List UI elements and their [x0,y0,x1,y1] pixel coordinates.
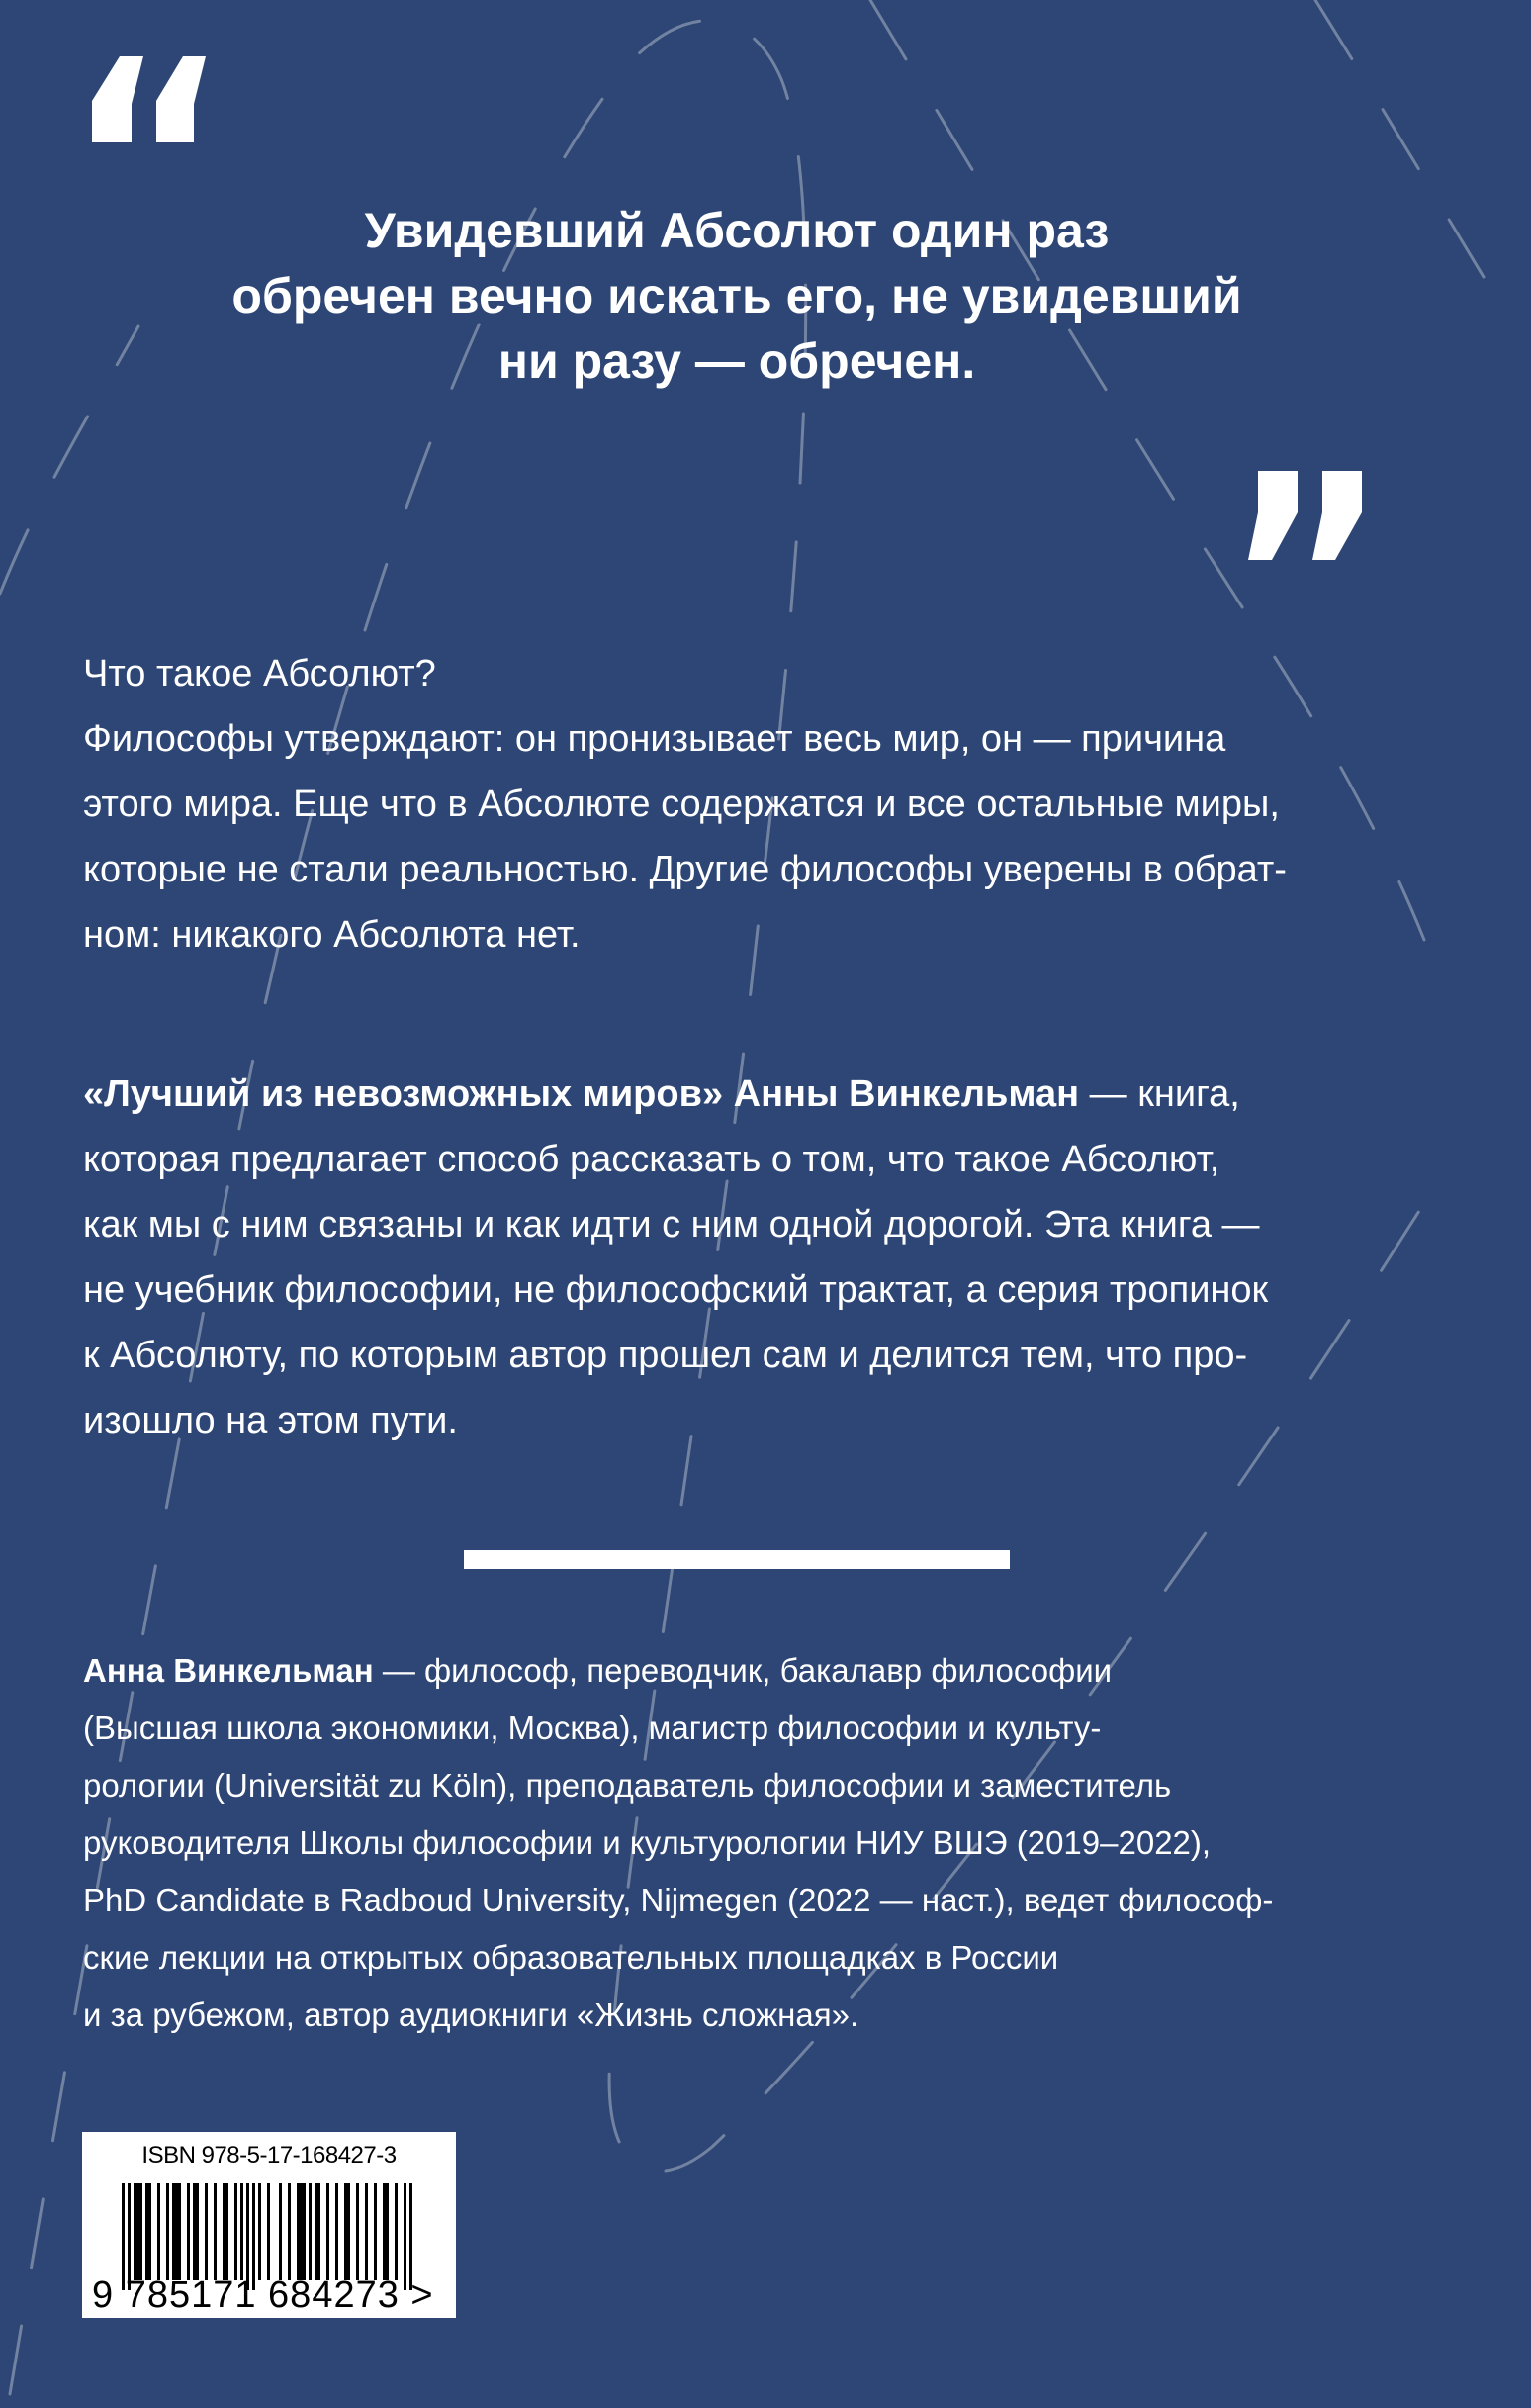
section-what-is-absolute [83,641,1448,968]
book-title: «Лучший из невозможных миров» Анны Винкельман [83,1073,1080,1115]
epigraph-quote [148,198,1325,394]
bio-line: и за рубежом, автор аудиокниги «Жизнь сложная». [83,1996,859,2033]
bio-text: — философ, переводчик, бакалавр философии [373,1652,1113,1689]
bio-line: (Высшая школа экономики, Москва), магистр философии и культу- [83,1710,1102,1746]
bio-line: рологии (Universität zu Köln), преподаватель философии и заместитель [83,1767,1172,1804]
quote-close-icon [1248,471,1367,560]
author-bio [83,1642,1448,2044]
paragraph-line: этого мира. Еще что в Абсолюте содержатся и все остальные миры, [83,784,1280,825]
divider-bar [464,1550,1010,1569]
section-book-description [83,1062,1448,1453]
epigraph-line: обречен вечно искать его, не увидевший [231,268,1242,324]
paragraph-line: изошло на этом пути. [83,1400,458,1441]
paragraph-line: как мы с ним связаны и как идти с ним одной дорогой. Эта книга — [83,1204,1260,1246]
bio-line: руководителя Школы философии и культурологии НИУ ВШЭ (2019–2022), [83,1824,1212,1861]
epigraph-line: ни разу — обречен. [497,333,976,389]
author-name: Анна Винкельман [83,1652,374,1689]
isbn-barcode [82,2132,456,2318]
isbn-label: ISBN 978-5-17-168427-3 [141,2142,397,2169]
paragraph-line: Философы утверждают: он пронизывает весь мир, он — причина [83,718,1226,760]
paragraph-line: которые не стали реальностью. Другие философы уверены в обрат- [83,849,1287,890]
paragraph-line: к Абсолюту, по которым автор прошел сам и делится тем, что про- [83,1335,1248,1376]
paragraph-line: ном: никакого Абсолюта нет. [83,914,581,956]
paragraph-text: — книга, [1079,1073,1240,1115]
epigraph-line: Увидевший Абсолют один раз [364,203,1110,258]
section-heading: Что такое Абсолют? [83,653,436,695]
paragraph-line [83,1062,1448,1127]
bio-line: PhD Candidate в Radboud University, Nijmegen (2022 — наст.), ведет философ- [83,1882,1274,1918]
barcode-digits: 9 785171 684273 > [92,2274,434,2316]
quote-open-icon [92,56,206,142]
paragraph-line: не учебник философии, не философский трактат, а серия тропинок [83,1269,1269,1311]
paragraph-line: которая предлагает способ рассказать о том, что такое Абсолют, [83,1139,1220,1180]
bio-line: ские лекции на открытых образовательных площадках в России [83,1939,1059,1976]
bio-line [83,1642,1448,1700]
